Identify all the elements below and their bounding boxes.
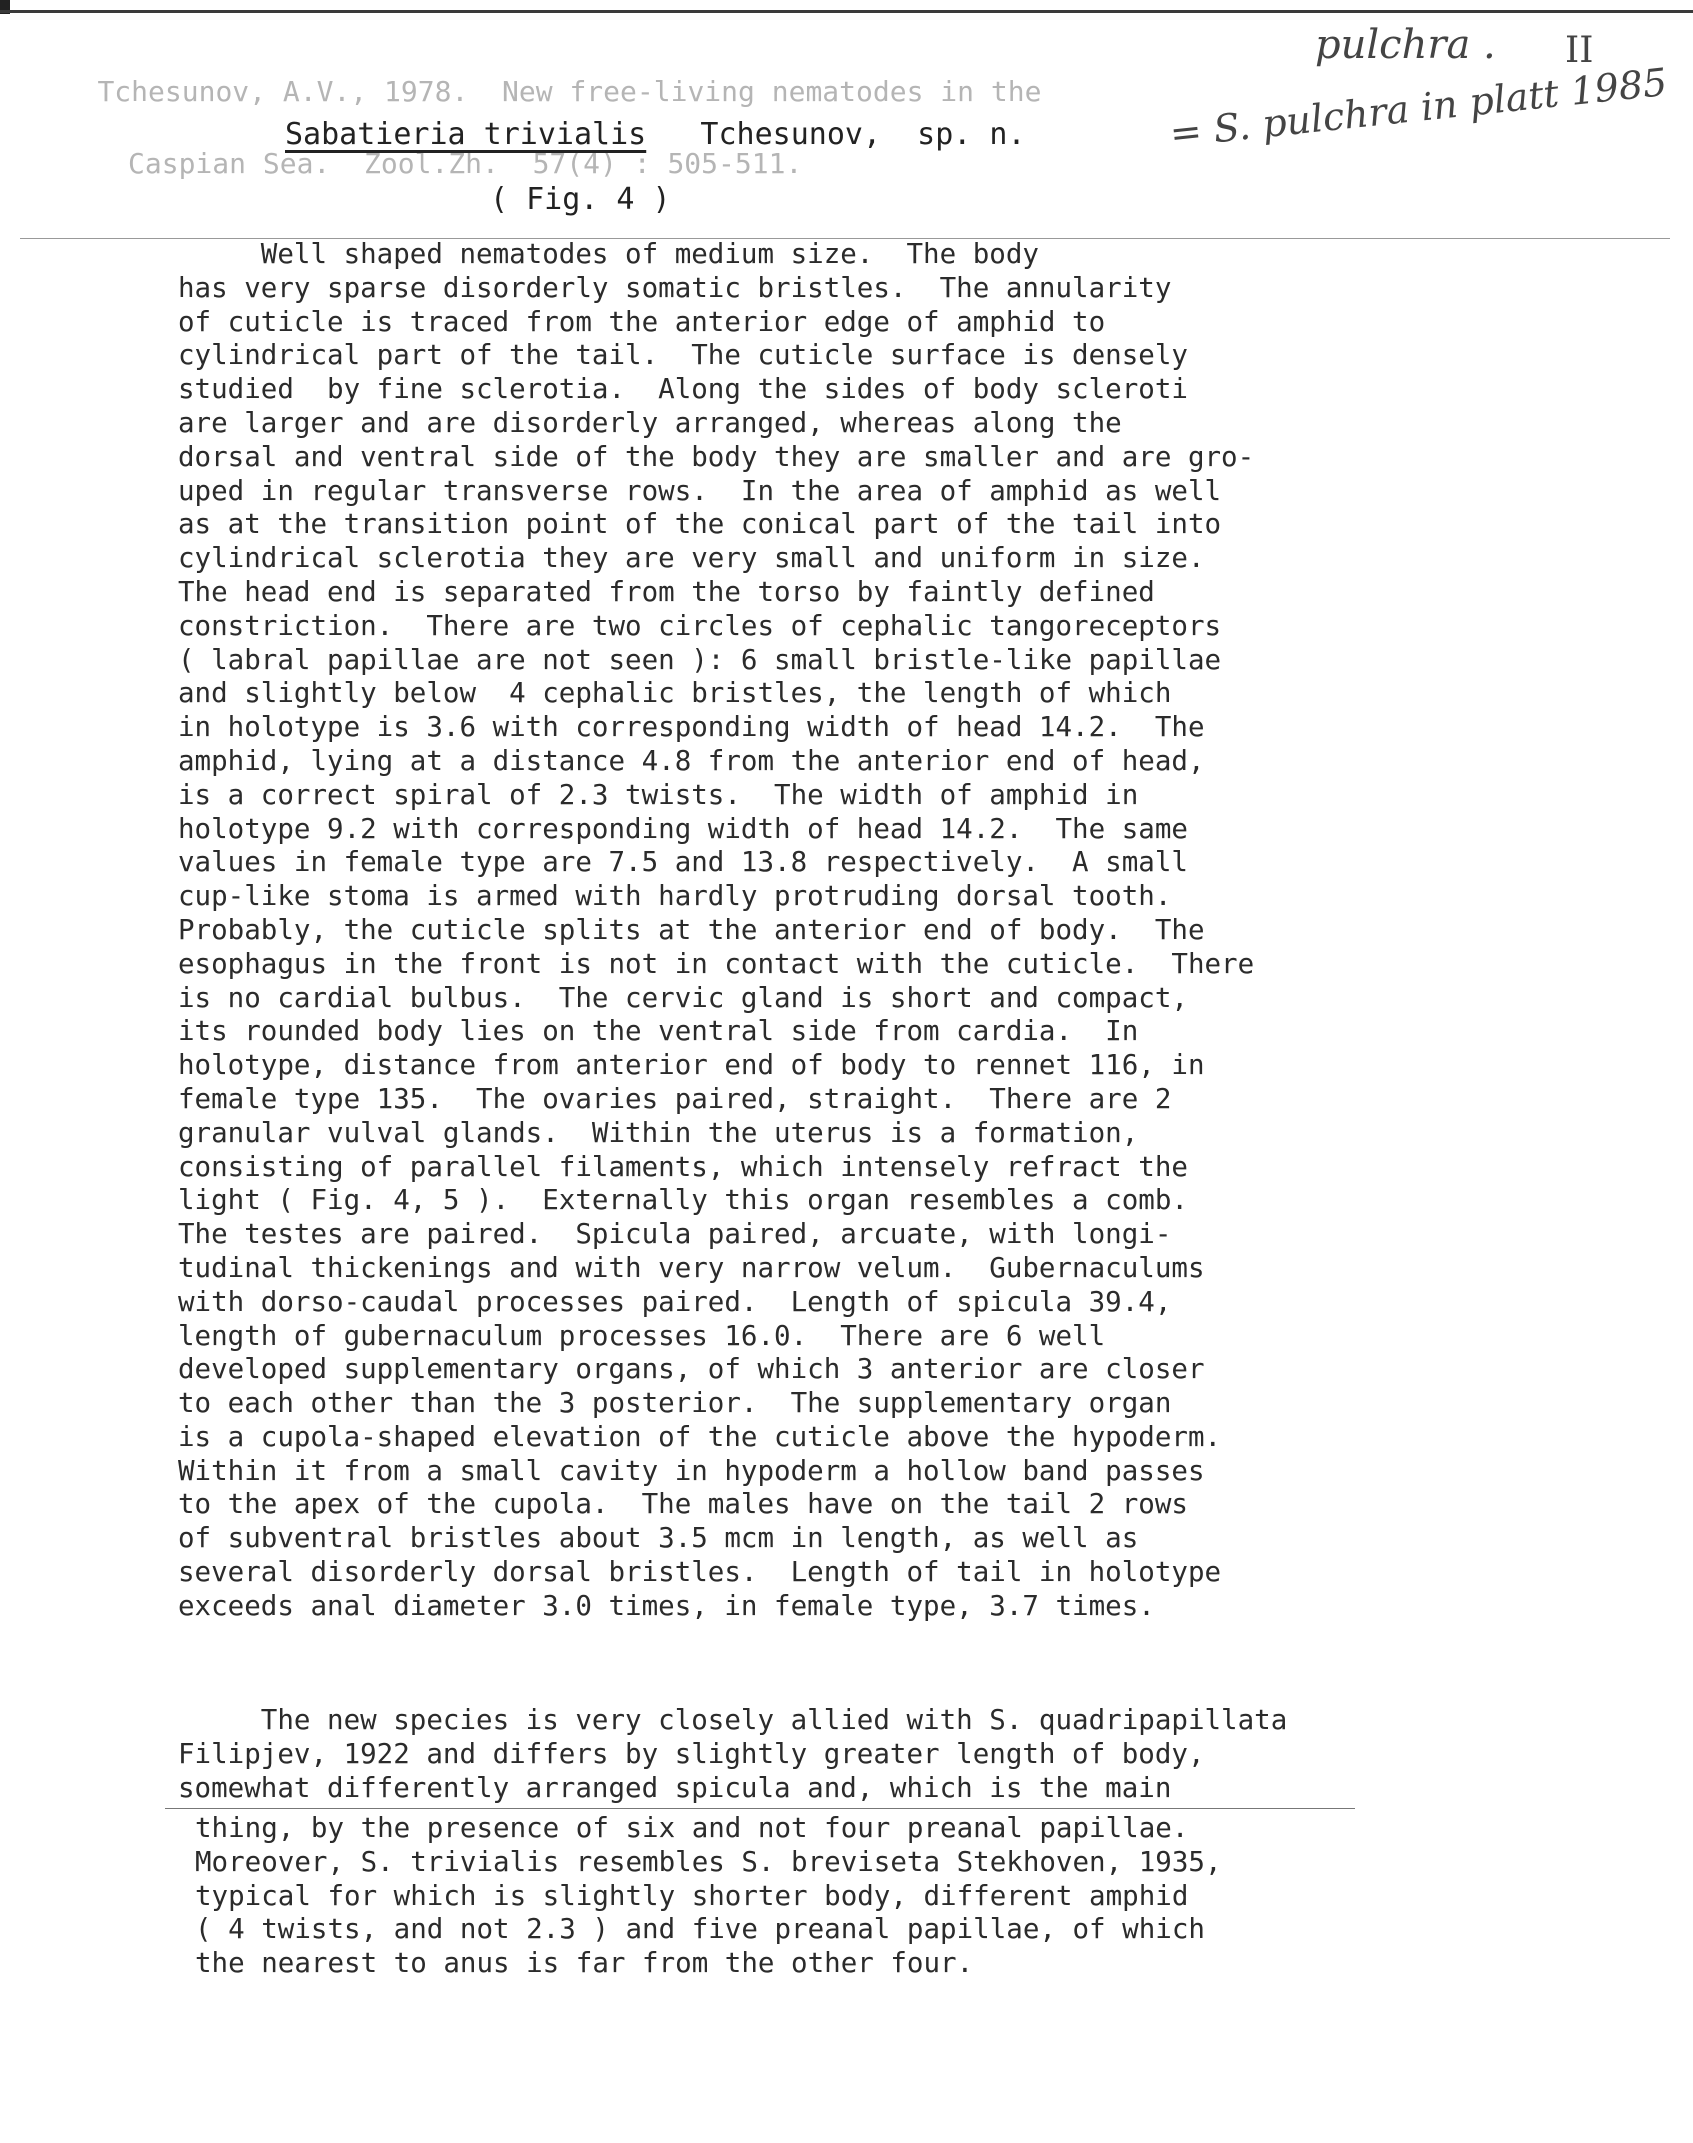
text-line: granular vulval glands. Within the uterus is a formation, <box>178 1116 1139 1149</box>
text-line: esophagus in the front is not in contact with the cuticle. There <box>178 947 1255 980</box>
text-line: holotype 9.2 with corresponding width of head 14.2. The same <box>178 812 1188 845</box>
comparison-paragraph <box>178 1704 1638 1805</box>
text-line: cup-like stoma is armed with hardly protruding dorsal tooth. <box>178 880 1172 913</box>
text-line: Probably, the cuticle splits at the anterior end of body. The <box>178 913 1205 946</box>
taxon-status: sp. n. <box>917 117 1026 152</box>
citation-line-1: Tchesunov, A.V., 1978. New free-living nematodes in the <box>97 75 1042 108</box>
text-line: several disorderly dorsal bristles. Length of tail in holotype <box>178 1556 1222 1589</box>
text-line: light ( Fig. 4, 5 ). Externally this organ resembles a comb. <box>178 1184 1188 1217</box>
text-line: thing, by the presence of six and not four preanal papillae. <box>195 1812 1189 1844</box>
text-line: cylindrical sclerotia they are very small and uniform in size. <box>178 542 1205 575</box>
text-line: Well shaped nematodes of medium size. The body <box>178 238 1039 270</box>
text-line: amphid, lying at a distance 4.8 from the anterior end of head, <box>178 744 1205 777</box>
page-join-line <box>165 1808 1355 1809</box>
text-line: uped in regular transverse rows. In the area of amphid as well <box>178 474 1222 507</box>
text-line: Filipjev, 1922 and differs by slightly greater length of body, <box>178 1737 1205 1770</box>
text-line: somewhat differently arranged spicula and, which is the main <box>178 1771 1172 1804</box>
text-line: dorsal and ventral side of the body they are smaller and are gro- <box>178 440 1255 473</box>
text-line: Within it from a small cavity in hypoderm a hollow band passes <box>178 1454 1205 1487</box>
comparison-paragraph-continued <box>195 1812 1655 1981</box>
text-line: has very sparse disorderly somatic bristles. The annularity <box>178 271 1172 304</box>
page-title <box>285 115 1026 155</box>
text-line: The new species is very closely allied with S. quadripapillata <box>178 1704 1288 1736</box>
text-line: consisting of parallel filaments, which intensely refract the <box>178 1150 1188 1183</box>
text-line: ( 4 twists, and not 2.3 ) and five preanal papillae, of which <box>195 1913 1205 1946</box>
text-line: exceeds anal diameter 3.0 times, in female type, 3.7 times. <box>178 1589 1155 1622</box>
text-line: are larger and are disorderly arranged, whereas along the <box>178 406 1122 439</box>
text-line: the nearest to anus is far from the other four. <box>195 1947 974 1980</box>
text-line: its rounded body lies on the ventral side from cardia. In <box>178 1015 1139 1048</box>
author-name: Tchesunov, <box>700 117 882 152</box>
text-line: tudinal thickenings and with very narrow velum. Gubernaculums <box>178 1251 1205 1284</box>
text-line: cylindrical part of the tail. The cuticle surface is densely <box>178 339 1188 372</box>
text-line: is a correct spiral of 2.3 twists. The width of amphid in <box>178 778 1139 811</box>
top-rule <box>0 10 1693 13</box>
handwritten-note-pulchra: pulchra . <box>1315 22 1496 68</box>
text-line: in holotype is 3.6 with corresponding width of head 14.2. The <box>178 711 1205 744</box>
text-line: developed supplementary organs, of which 3 anterior are closer <box>178 1353 1205 1386</box>
description-paragraph <box>178 238 1638 1624</box>
handwritten-synonym-note: = S. pulchra in platt 1985 <box>1167 59 1670 156</box>
handwritten-roman-numeral: II <box>1565 30 1594 71</box>
text-line: values in female type are 7.5 and 13.8 respectively. A small <box>178 846 1188 879</box>
text-line: of cuticle is traced from the anterior edge of amphid to <box>178 305 1106 338</box>
text-line: The head end is separated from the torso by faintly defined <box>178 575 1155 608</box>
citation-line-2: Caspian Sea. Zool.Zh. 57(4) : 505-511. <box>128 147 803 180</box>
text-line: is no cardial bulbus. The cervic gland is short and compact, <box>178 981 1188 1014</box>
text-line: constriction. There are two circles of cephalic tangoreceptors <box>178 609 1222 642</box>
text-line: to each other than the 3 posterior. The supplementary organ <box>178 1387 1172 1420</box>
figure-reference: ( Fig. 4 ) <box>490 182 671 217</box>
species-name: Sabatieria trivialis <box>285 117 647 152</box>
text-line: ( labral papillae are not seen ): 6 small bristle-like papillae <box>178 643 1222 676</box>
text-line: holotype, distance from anterior end of body to rennet 116, in <box>178 1049 1205 1082</box>
text-line: length of gubernaculum processes 16.0. There are 6 well <box>178 1319 1106 1352</box>
text-line: and slightly below 4 cephalic bristles, the length of which <box>178 677 1172 710</box>
text-line: studied by fine sclerotia. Along the sides of body scleroti <box>178 373 1188 406</box>
text-line: Moreover, S. trivialis resembles S. breviseta Stekhoven, 1935, <box>195 1845 1222 1878</box>
text-line: as at the transition point of the conical part of the tail into <box>178 508 1222 541</box>
text-line: to the apex of the cupola. The males have on the tail 2 rows <box>178 1488 1188 1521</box>
text-line: is a cupola-shaped elevation of the cuticle above the hypoderm. <box>178 1420 1222 1453</box>
text-line: of subventral bristles about 3.5 mcm in length, as well as <box>178 1522 1139 1555</box>
text-line: female type 135. The ovaries paired, straight. There are 2 <box>178 1082 1172 1115</box>
text-line: typical for which is slightly shorter body, different amphid <box>195 1879 1189 1912</box>
text-line: The testes are paired. Spicula paired, arcuate, with longi- <box>178 1218 1172 1251</box>
text-line: with dorso-caudal processes paired. Length of spicula 39.4, <box>178 1285 1172 1318</box>
